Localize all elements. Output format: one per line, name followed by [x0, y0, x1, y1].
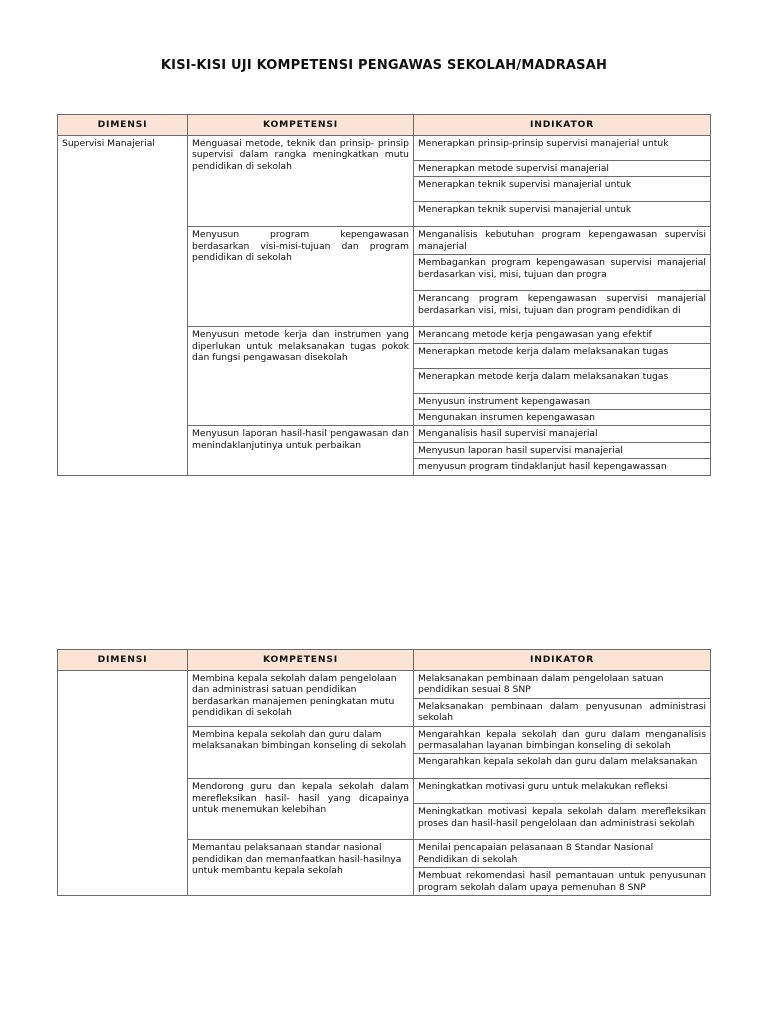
kompetensi-cell: Memantau pelaksanaan standar nasional pendidikan dan memanfaatkan hasil-hasilnya untuk membantu kepala sekolah	[188, 840, 414, 896]
indikator-cell: Menilai pencapaian pelasanaan 8 Standar Nasional Pendidikan di sekolah	[414, 840, 711, 868]
indikator-cell: Mengunakan insrumen kepengawasan	[414, 410, 711, 426]
indikator-cell: Menyusun laporan hasil supervisi manajerial	[414, 442, 711, 458]
indikator-cell: Menyusun instrument kepengawasan	[414, 393, 711, 409]
indikator-cell: Menerapkan teknik supervisi manajerial untuk	[414, 177, 711, 202]
table-row	[58, 136, 711, 161]
header-dimensi: DIMENSI	[58, 650, 188, 671]
header-kompetensi: KOMPETENSI	[188, 650, 414, 671]
indikator-cell: Menerapkan teknik supervisi manajerial untuk	[414, 202, 711, 227]
table-header-row	[58, 115, 711, 136]
indikator-cell: Menerapkan prinsip-prinsip supervisi manajerial untuk	[414, 136, 711, 161]
kompetensi-cell: Mendorong guru dan kepala sekolah dalam merefleksikan hasil- hasil yang dicapainya untuk menemukan kelebihan	[188, 779, 414, 840]
indikator-cell: Menerapkan metode supervisi manajerial	[414, 161, 711, 177]
indikator-cell: Meningkatkan motivasi guru untuk melakukan refleksi	[414, 779, 711, 804]
indikator-cell: Meningkatkan motivasi kepala sekolah dalam merefleksikan proses dan hasil-hasil pengelolaan dan administrasi sekolah	[414, 804, 711, 840]
indikator-cell: Melaksanakan pembinaan dalam penyusunan administrasi sekolah	[414, 698, 711, 726]
indikator-cell: Merancang program kepengawasan supervisi manajerial berdasarkan visi, misi, tujuan dan program pendidikan di	[414, 291, 711, 327]
indikator-cell: Melaksanakan pembinaan dalam pengelolaan satuan pendidikan sesuai 8 SNP	[414, 671, 711, 699]
kompetensi-cell: Menguasai metode, teknik dan prinsip- prinsip supervisi dalam rangka meningkatkan mutu pendidikan di sekolah	[188, 136, 414, 227]
indikator-cell: menyusun program tindaklanjut hasil kepengawassan	[414, 459, 711, 475]
kompetensi-cell: Menyusun laporan hasil-hasil pengawasan dan menindaklanjutinya untuk perbaikan	[188, 426, 414, 475]
kompetensi-cell: Membina kepala sekolah dalam pengelolaan dan administrasi satuan pendidikan berdasarkan manajemen peningkatan mutu pendidikan di sekolah	[188, 671, 414, 727]
kisi-table-2	[57, 649, 711, 896]
indikator-cell: Mengarahkan kepala sekolah dan guru dalam menganalisis permasalahan layanan bimbingan konseling di sekolah	[414, 726, 711, 754]
header-indikator: INDIKATOR	[414, 115, 711, 136]
indikator-cell: Menganalisis kebutuhan program kepengawasan supervisi manajerial	[414, 227, 711, 255]
kisi-table-1	[57, 114, 711, 476]
kompetensi-cell: Menyusun program kepengawasan berdasarkan visi-misi-tujuan dan program pendidikan di sekolah	[188, 227, 414, 327]
indikator-cell: Membagankan program kepengawasan supervisi manajerial berdasarkan visi, misi, tujuan dan progra	[414, 255, 711, 291]
indikator-cell: Menerapkan metode kerja dalam melaksanakan tugas	[414, 343, 711, 368]
kompetensi-cell: Membina kepala sekolah dan guru dalam melaksanakan bimbingan konseling di sekolah	[188, 726, 414, 779]
kompetensi-cell: Menyusun metode kerja dan instrumen yang diperlukan untuk melaksanakan tugas pokok dan fungsi pengawasan disekolah	[188, 327, 414, 426]
header-indikator: INDIKATOR	[414, 650, 711, 671]
dimensi-cell	[58, 671, 188, 896]
indikator-cell: Mengarahkan kepala sekolah dan guru dalam melaksanakan	[414, 754, 711, 779]
document-title: KISI-KISI UJI KOMPETENSI PENGAWAS SEKOLAH/MADRASAH	[160, 58, 608, 73]
table-row	[58, 671, 711, 699]
indikator-cell: Merancang metode kerja pengawasan yang efektif	[414, 327, 711, 343]
header-kompetensi: KOMPETENSI	[188, 115, 414, 136]
indikator-cell: Membuat rekomendasi hasil pemantauan untuk penyusunan program sekolah dalam upaya pemenuhan 8 SNP	[414, 868, 711, 896]
table-header-row	[58, 650, 711, 671]
indikator-cell: Menerapkan metode kerja dalam melaksanakan tugas	[414, 368, 711, 393]
header-dimensi: DIMENSI	[58, 115, 188, 136]
indikator-cell: Menganalisis hasil supervisi manajerial	[414, 426, 711, 442]
dimensi-cell: Supervisi Manajerial	[58, 136, 188, 476]
